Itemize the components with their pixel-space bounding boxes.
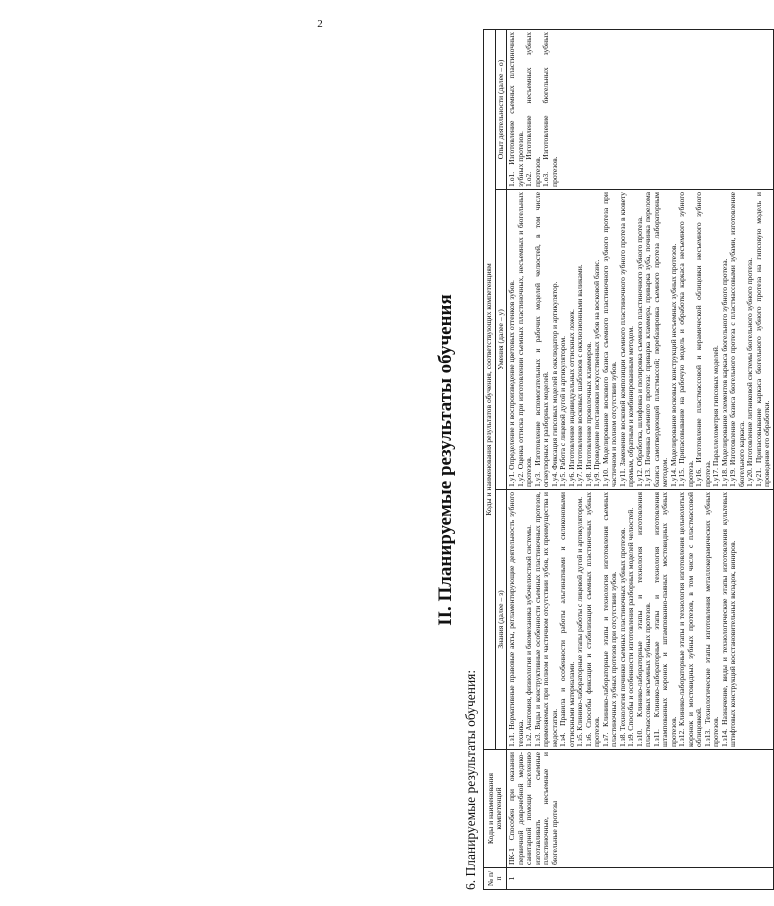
skill-item: 1.у14. Моделирование восковых конструкций несъемных зубных протезов. bbox=[668, 243, 678, 487]
skill-item: 1.у18. Моделирование элементов каркаса бюгельного зубного протеза. bbox=[719, 258, 729, 487]
knowledge-item: 1.з7. Клинико-лабораторные этапы и технология изготовления съемных пластиночных зубных протезов при отсутствии зубов. bbox=[600, 492, 618, 747]
header-competence-codes: Коды и наименования компетенций bbox=[484, 750, 507, 868]
skill-item: 1.у13. Починка съемного протеза: приварка кламмера, приварка зуба, починка перелома базиса самотвердеющей пластмассой; перебазировка съемного протеза лабораторным методом. bbox=[643, 192, 669, 487]
row-number: 1 bbox=[507, 868, 774, 890]
experience-cell bbox=[507, 29, 774, 189]
skill-item: 1.у20. Изготовление литниковой системы бюгельного зубного протеза. bbox=[745, 257, 754, 487]
knowledge-item: 1.з12. Клинико-лабораторные этапы и технология изготовления цельнолитых коронок и мостовидных зубных протезов, в том числе с пластмассовой облицовкой. bbox=[677, 492, 703, 747]
section-heading: II. Планируемые результаты обучения bbox=[435, 294, 456, 626]
knowledge-item: 1.з1. Нормативные правовые акты, регламентирующие деятельность зубного техника. bbox=[507, 492, 525, 747]
skill-item: 1.у9. Проведение постановки искусственных зубов на восковой базис. bbox=[592, 259, 601, 487]
skill-item: 1.у11. Заменение восковой композиции съемного пластиночного зубного протеза в кювету прямым, обратным и комбинированным методом. bbox=[617, 192, 635, 487]
knowledge-item: 1.з3. Виды и конструктивные особенности съемных пластиночных протезов, применяемых при полном и частичном отсутствии зубов, их преимущества и недостатки. bbox=[532, 492, 559, 747]
header-knowledge: Знания (далее – з) bbox=[495, 490, 507, 750]
skill-item: 1.у12. Обработка, шлифовка и полировка съемного пластиночного зубного протеза. bbox=[634, 216, 644, 487]
skill-item: 1.у4. Фиксация гипсовых моделей в окклюдатор и артикулятор. bbox=[549, 281, 559, 487]
skill-item: 1.у5. Работа с лицевой дугой и артикулятором. bbox=[558, 335, 567, 487]
skill-item: 1.у16. Изготовление пластмассовой и керамической облицовки несъемного зубного протеза. bbox=[694, 192, 712, 487]
skill-item: 1.у8. Изготовление проволочных кламмеров. bbox=[583, 341, 593, 487]
header-number: № п/п bbox=[484, 868, 507, 890]
learning-outcomes-table bbox=[483, 29, 774, 890]
skill-item: 1.у2. Оценка оттиска при изготовлении съемных пластиночных, несъемных и бюгельных протезов. bbox=[515, 192, 533, 487]
skill-item: 1.у10. Моделирование воскового базиса съемного пластиночного зубного протеза при частичном и полном отсутствии зубов. bbox=[600, 192, 618, 487]
skill-item: 1.у1. Определение и воспроизведение цветовых оттенков зубов. bbox=[507, 280, 516, 487]
experience-item: 1.о3. Изготовление бюгельных зубных протезов. bbox=[541, 31, 559, 187]
header-outcomes-group: Коды и наименования результатов обучения, соответствующих компетенциям bbox=[484, 29, 496, 749]
table-row bbox=[507, 29, 774, 889]
knowledge-item: 1.з14. Назначение, виды и технологические этапы изготовления культевых штифтовых конструкций восстановительных вкладок, виниров. bbox=[719, 492, 737, 747]
skill-item: 1.у6. Изготовление индивидуальных оттискных ложек. bbox=[566, 309, 576, 487]
header-experience: Опыт деятельности (далее – о) bbox=[495, 29, 507, 189]
knowledge-item: 1.з10. Клинико-лабораторные этапы и технология изготовления пластмассовых несъемных зубных протезов. bbox=[634, 492, 652, 747]
knowledge-item: 1.з13. Технологические этапы изготовления металлокерамических зубных протезов. bbox=[702, 492, 720, 747]
table-caption: 6. Планируемые результаты обучения: bbox=[463, 669, 478, 890]
knowledge-item: 1.з6. Способы фиксации и стабилизации съемных пластиночных зубных протезов. bbox=[583, 492, 601, 747]
rotated-page-content bbox=[5, 30, 771, 890]
table-header-row bbox=[484, 29, 496, 889]
knowledge-item: 1.з9. Способы и особенности изготовления разборных моделей челюстей. bbox=[626, 507, 635, 747]
skill-item: 1.у7. Изготовление восковых шаблонов с окклюзионными валиками. bbox=[575, 264, 584, 487]
skill-item: 1.у19. Изготовление базиса бюгельного протеза с пластмассовыми зубами, изготовление бюгельного каркаса. bbox=[728, 192, 746, 487]
header-skills: Умения (далее – у) bbox=[495, 190, 507, 490]
skill-item: 1.у15. Припасовывание на рабочую модель и обработка каркаса несъемного зубного протеза. bbox=[677, 192, 695, 487]
knowledge-item: 1.з8. Технология починки съемных пластиночных зубных протезов. bbox=[617, 527, 627, 747]
experience-item: 1.о2. Изготовление несъемных зубных протезов. bbox=[524, 31, 542, 187]
skill-item: 1.у3. Изготовление вспомогательных и рабочих моделей челюстей, в том числе огнеупорных и разборных моделей. bbox=[532, 192, 550, 487]
knowledge-item: 1.з4. Правила и особенности работы альгинатными и силиконовыми оттискными материалами. bbox=[558, 492, 576, 747]
knowledge-item: 1.з5. Клинико-лабораторные этапы работы с лицевой дугой и артикулятором. bbox=[575, 496, 584, 747]
skills-cell bbox=[507, 190, 774, 490]
competence-cell: ПК-1 Способен при оказании первичной доврачебной медико-санитарной помощи населению изготавливать съемные пластиночные, несъемные и бюгельные протезы bbox=[507, 750, 774, 868]
knowledge-item: 1.з2. Анатомия, физиология и биомеханика зубочелюстной системы. bbox=[524, 524, 533, 747]
page-number: 2 bbox=[317, 18, 323, 30]
skill-item: 1.у21. Припасовывание каркаса бюгельного зубного протеза на гипсовую модель и проведение его обработки. bbox=[753, 192, 771, 487]
knowledge-cell bbox=[507, 490, 774, 750]
experience-item: 1.о1. Изготовление съемных пластиночных зубных протезов. bbox=[507, 31, 525, 187]
knowledge-item: 1.з11. Клинико-лабораторные этапы и технология изготовления штампованных коронок и штампованно-паяных мостовидных зубных протезов. bbox=[651, 492, 678, 747]
skill-item: 1.у17. Параллелометрия гипсовых моделей. bbox=[711, 345, 720, 487]
